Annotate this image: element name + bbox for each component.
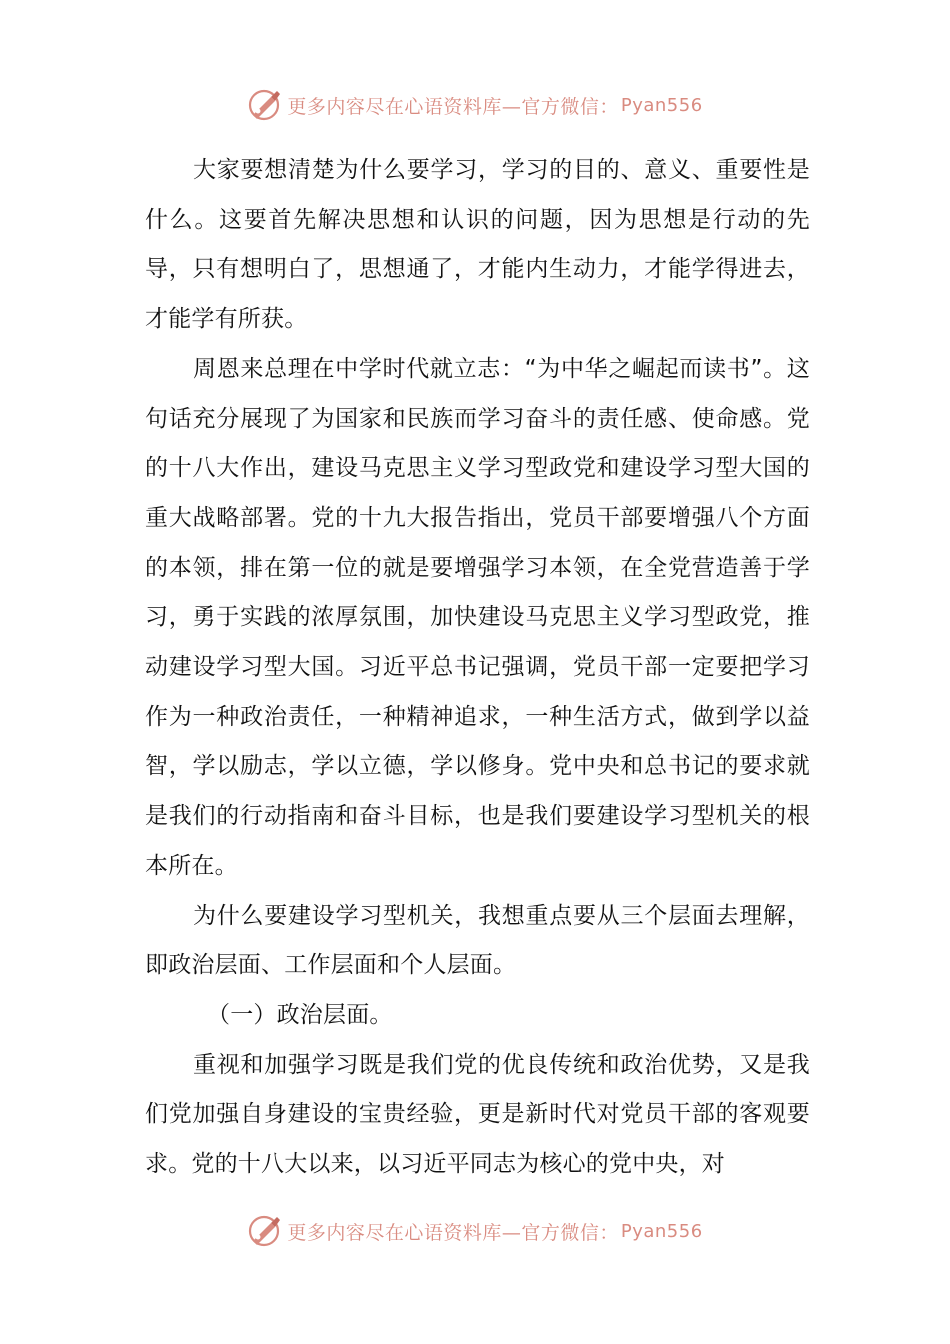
watermark-text: 更多内容尽在心语资料库—官方微信：	[287, 95, 619, 118]
paragraph-4: 重视和加强学习既是我们党的优良传统和政治优势，又是我们党加强自身建设的宝贵经验，更是新时代对党员干部的客观要求。党的十八大以来，以习近平同志为核心的党中央，对	[145, 1051, 810, 1178]
header-watermark	[0, 85, 950, 125]
document-body	[145, 146, 810, 1190]
pen-logo-icon	[247, 87, 283, 123]
paragraph-2: 周恩来总理在中学时代就立志：“为中华之崛起而读书”。这句话充分展现了为国家和民族而学习奋斗的责任感、使命感。党的十八大作出，建设马克思主义学习型政党和建设学习型大国的重大战略部署。党的十九大报告指出，党员干部要增强八个方面的本领，排在第一位的就是要增强学习本领，在全党营造善于学习，勇于实践的浓厚氛围，加快建设马克思主义学习型政党，推动建设学习型大国。习近平总书记强调，党员干部一定要把学习作为一种政治责任，一种精神追求，一种生活方式，做到学以益智，学以励志，学以立德，学以修身。党中央和总书记的要求就是我们的行动指南和奋斗目标，也是我们要建设学习型机关的根本所在。	[145, 355, 810, 879]
paragraph-3: 为什么要建设学习型机关，我想重点要从三个层面去理解，即政治层面、工作层面和个人层面。	[145, 902, 810, 979]
section-heading: （一）政治层面。	[207, 1001, 393, 1028]
pen-logo-icon	[247, 1213, 283, 1249]
watermark-text: 更多内容尽在心语资料库—官方微信：	[287, 1221, 619, 1244]
footer-watermark	[0, 1211, 950, 1251]
paragraph-1: 大家要想清楚为什么要学习，学习的目的、意义、重要性是什么。这要首先解决思想和认识的问题，因为思想是行动的先导，只有想明白了，思想通了，才能内生动力，才能学得进去，才能学有所获。	[145, 157, 810, 333]
watermark-wechat-id: Pyan556	[620, 1220, 703, 1242]
watermark-wechat-id: Pyan556	[620, 94, 703, 116]
